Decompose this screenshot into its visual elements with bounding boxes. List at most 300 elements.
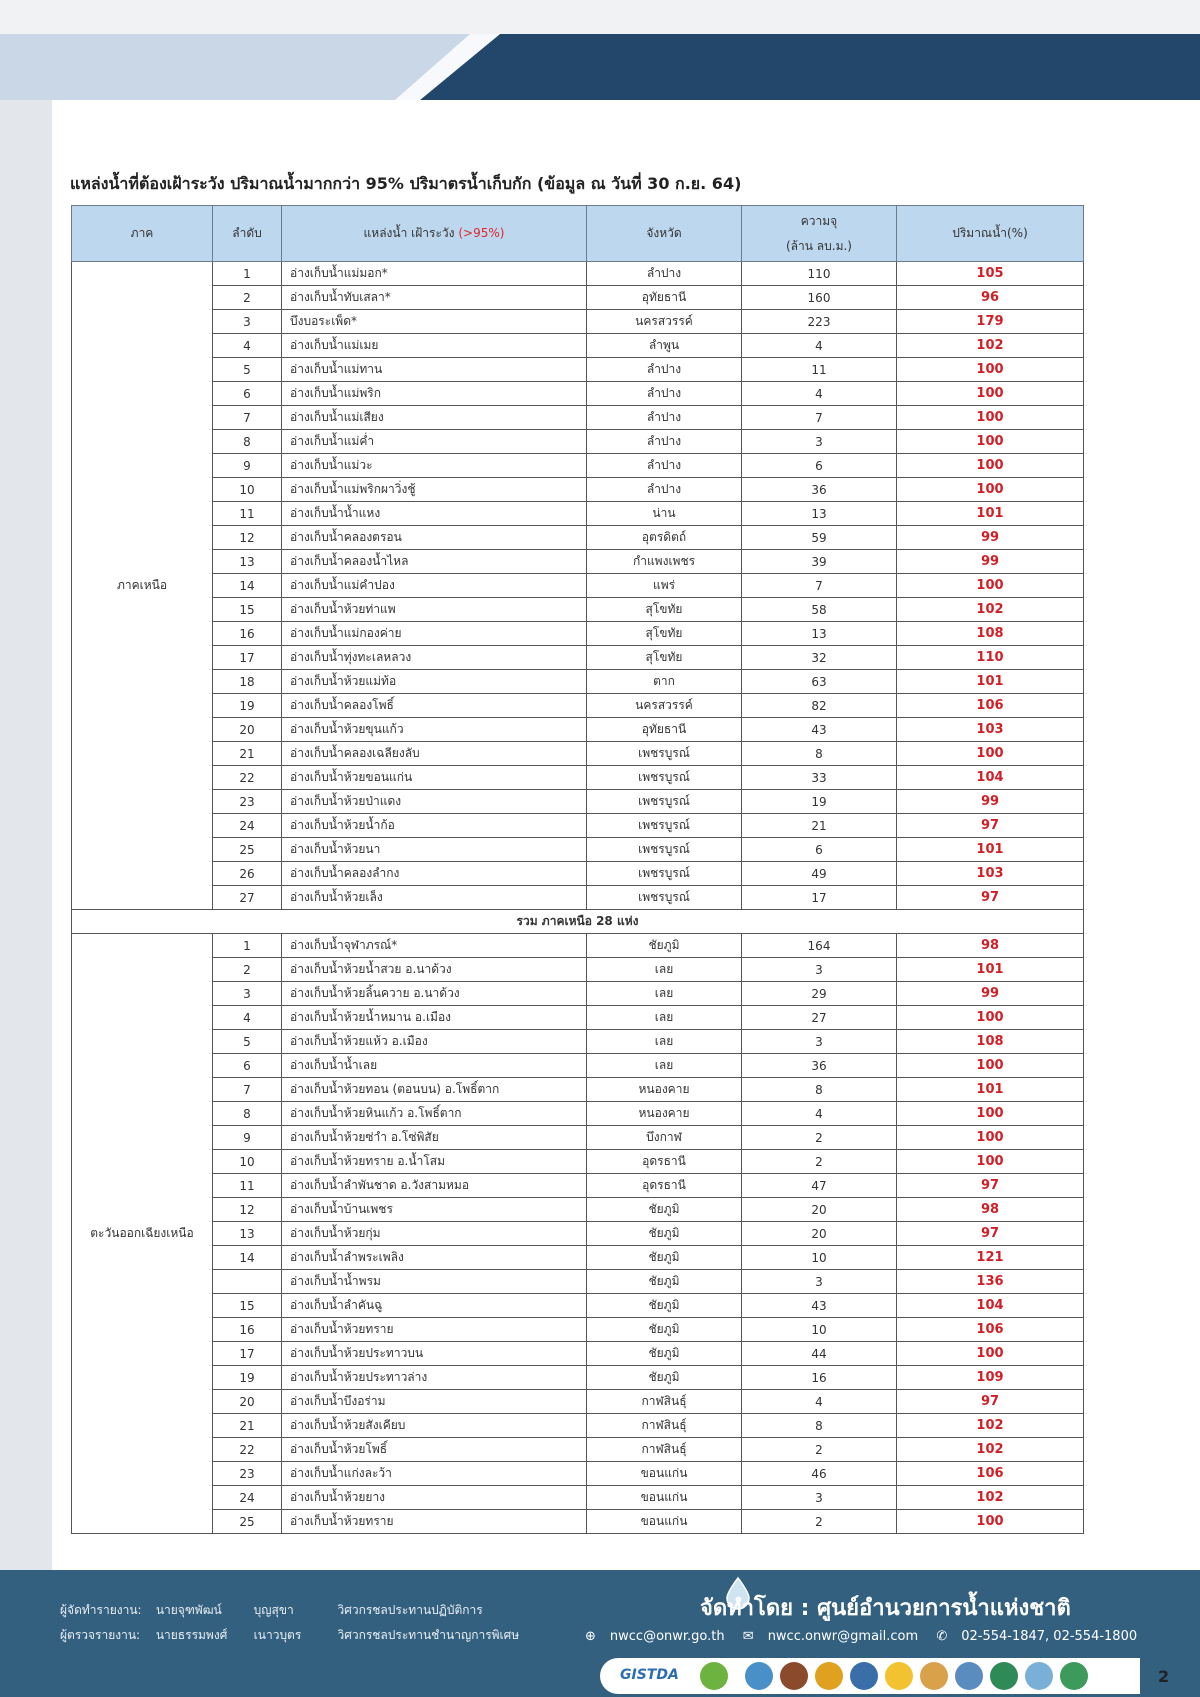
province-cell: ชัยภูมิ xyxy=(587,934,742,958)
row-number-cell: 22 xyxy=(213,766,282,790)
page-number: 2 xyxy=(1158,1667,1170,1686)
province-cell: เลย xyxy=(587,1054,742,1078)
province-cell: ชัยภูมิ xyxy=(587,1318,742,1342)
table-row xyxy=(72,262,1084,286)
percent-cell: 179 xyxy=(897,310,1084,334)
percent-cell: 100 xyxy=(897,1150,1084,1174)
reservoir-name-cell: อ่างเก็บน้ำห้วยน้ำหมาน อ.เมือง xyxy=(282,1006,587,1030)
province-cell: ลำปาง xyxy=(587,382,742,406)
table-row xyxy=(72,358,1084,382)
capacity-cell: 16 xyxy=(742,1366,897,1390)
capacity-cell: 21 xyxy=(742,814,897,838)
percent-cell: 100 xyxy=(897,406,1084,430)
table-row xyxy=(72,1102,1084,1126)
province-cell: เลย xyxy=(587,1030,742,1054)
capacity-cell: 10 xyxy=(742,1246,897,1270)
capacity-cell: 3 xyxy=(742,1030,897,1054)
province-cell: ลำปาง xyxy=(587,262,742,286)
reservoir-name-cell: อ่างเก็บน้ำห้วยลิ้นควาย อ.นาด้วง xyxy=(282,982,587,1006)
capacity-cell: 3 xyxy=(742,1270,897,1294)
province-cell: อุดรธานี xyxy=(587,1150,742,1174)
table-row xyxy=(72,1390,1084,1414)
header-region: ภาค xyxy=(72,206,213,262)
percent-cell: 101 xyxy=(897,670,1084,694)
row-number-cell: 18 xyxy=(213,670,282,694)
province-cell: ลำปาง xyxy=(587,430,742,454)
capacity-cell: 59 xyxy=(742,526,897,550)
percent-cell: 136 xyxy=(897,1270,1084,1294)
reservoir-name-cell: อ่างเก็บน้ำลำคันฉู xyxy=(282,1294,587,1318)
capacity-cell: 82 xyxy=(742,694,897,718)
capacity-cell: 11 xyxy=(742,358,897,382)
capacity-cell: 6 xyxy=(742,838,897,862)
row-number-cell: 9 xyxy=(213,454,282,478)
royal-logo-icon xyxy=(885,1662,913,1690)
capacity-cell: 43 xyxy=(742,1294,897,1318)
row-number-cell: 7 xyxy=(213,406,282,430)
percent-cell: 108 xyxy=(897,1030,1084,1054)
percent-cell: 100 xyxy=(897,454,1084,478)
table-row xyxy=(72,382,1084,406)
row-number-cell: 12 xyxy=(213,526,282,550)
footer-contact xyxy=(585,1629,1151,1644)
region-cell: ตะวันออกเฉียงเหนือ xyxy=(72,934,213,1534)
percent-cell: 100 xyxy=(897,1006,1084,1030)
row-number-cell: 24 xyxy=(213,814,282,838)
table-row xyxy=(72,862,1084,886)
province-cell: สุโขทัย xyxy=(587,622,742,646)
percent-cell: 103 xyxy=(897,862,1084,886)
table-row xyxy=(72,286,1084,310)
percent-cell: 101 xyxy=(897,502,1084,526)
percent-cell: 100 xyxy=(897,742,1084,766)
province-cell: ลำปาง xyxy=(587,478,742,502)
capacity-cell: 160 xyxy=(742,286,897,310)
reservoir-name-cell: อ่างเก็บน้ำคลองเฉลียงลับ xyxy=(282,742,587,766)
summary-row xyxy=(72,910,1084,934)
table-row xyxy=(72,430,1084,454)
reservoir-name-cell: อ่างเก็บน้ำแม่วะ xyxy=(282,454,587,478)
phone-icon: ✆ xyxy=(936,1629,948,1644)
capacity-cell: 32 xyxy=(742,646,897,670)
left-gutter xyxy=(0,100,52,1570)
province-cell: แพร่ xyxy=(587,574,742,598)
header-dark-wedge xyxy=(0,0,1200,100)
row-number-cell: 11 xyxy=(213,1174,282,1198)
percent-cell: 104 xyxy=(897,766,1084,790)
reservoir-name-cell: อ่างเก็บน้ำห้วยน้ำสวย อ.นาด้วง xyxy=(282,958,587,982)
province-cell: อุทัยธานี xyxy=(587,286,742,310)
water-logo-icon xyxy=(955,1662,983,1690)
page-header-band xyxy=(0,0,1200,100)
reservoir-name-cell: อ่างเก็บน้ำห้วยทราย อ.น้ำโสม xyxy=(282,1150,587,1174)
province-cell: อุทัยธานี xyxy=(587,718,742,742)
table-row xyxy=(72,550,1084,574)
reservoir-name-cell: อ่างเก็บน้ำห้วยทราย xyxy=(282,1510,587,1534)
header-name xyxy=(282,206,587,262)
table-row xyxy=(72,694,1084,718)
percent-cell: 109 xyxy=(897,1366,1084,1390)
row-number-cell xyxy=(213,1270,282,1294)
capacity-cell: 8 xyxy=(742,1078,897,1102)
province-cell: เลย xyxy=(587,1006,742,1030)
percent-cell: 96 xyxy=(897,286,1084,310)
capacity-cell: 8 xyxy=(742,742,897,766)
percent-cell: 97 xyxy=(897,1174,1084,1198)
reservoir-name-cell: อ่างเก็บน้ำแม่ทาน xyxy=(282,358,587,382)
reservoir-table xyxy=(71,205,1084,1534)
province-cell: อุตรดิตถ์ xyxy=(587,526,742,550)
table-row xyxy=(72,1198,1084,1222)
table-row xyxy=(72,334,1084,358)
capacity-cell: 2 xyxy=(742,1510,897,1534)
row-number-cell: 12 xyxy=(213,1198,282,1222)
reservoir-name-cell: อ่างเก็บน้ำห้วยเล็ง xyxy=(282,886,587,910)
table-row xyxy=(72,838,1084,862)
capacity-cell: 2 xyxy=(742,1438,897,1462)
reservoir-name-cell: อ่างเก็บน้ำทับเสลา* xyxy=(282,286,587,310)
table-row xyxy=(72,742,1084,766)
row-number-cell: 23 xyxy=(213,790,282,814)
capacity-cell: 27 xyxy=(742,1006,897,1030)
province-cell: กาฬสินธุ์ xyxy=(587,1438,742,1462)
reservoir-name-cell: อ่างเก็บน้ำบึงอร่าม xyxy=(282,1390,587,1414)
province-cell: ลำปาง xyxy=(587,454,742,478)
seal-logo-icon xyxy=(1025,1662,1053,1690)
table-row xyxy=(72,1174,1084,1198)
capacity-cell: 39 xyxy=(742,550,897,574)
percent-cell: 110 xyxy=(897,646,1084,670)
reservoir-name-cell: อ่างเก็บน้ำห้วยขุนแก้ว xyxy=(282,718,587,742)
province-cell: ชัยภูมิ xyxy=(587,1270,742,1294)
footer-org-label: จัดทำโดย : ศูนย์อำนวยการน้ำแห่งชาติ xyxy=(700,1596,1071,1621)
table-row xyxy=(72,502,1084,526)
reservoir-name-cell: อ่างเก็บน้ำห้วยทราย xyxy=(282,1318,587,1342)
table-row xyxy=(72,718,1084,742)
row-number-cell: 2 xyxy=(213,958,282,982)
table-row xyxy=(72,1438,1084,1462)
row-number-cell: 20 xyxy=(213,1390,282,1414)
table-row xyxy=(72,1342,1084,1366)
reservoir-name-cell: อ่างเก็บน้ำคลองน้ำไหล xyxy=(282,550,587,574)
province-cell: กาฬสินธุ์ xyxy=(587,1390,742,1414)
capacity-cell: 164 xyxy=(742,934,897,958)
row-number-cell: 7 xyxy=(213,1078,282,1102)
percent-cell: 102 xyxy=(897,334,1084,358)
checker-title: วิศวกรชลประทานชำนาญการพิเศษ xyxy=(337,1628,520,1642)
province-cell: ลำปาง xyxy=(587,406,742,430)
capacity-cell: 36 xyxy=(742,1054,897,1078)
province-cell: บึงกาฬ xyxy=(587,1126,742,1150)
province-cell: สุโขทัย xyxy=(587,598,742,622)
reservoir-name-cell: อ่างเก็บน้ำห้วยกุ่ม xyxy=(282,1222,587,1246)
reservoir-name-cell: อ่างเก็บน้ำห้วยหินแก้ว อ.โพธิ์ตาก xyxy=(282,1102,587,1126)
table-row xyxy=(72,310,1084,334)
reservoir-name-cell: อ่างเก็บน้ำห้วยป่าแดง xyxy=(282,790,587,814)
reservoir-name-cell: อ่างเก็บน้ำลำพระเพลิง xyxy=(282,1246,587,1270)
table-row xyxy=(72,1078,1084,1102)
percent-cell: 103 xyxy=(897,718,1084,742)
capacity-cell: 63 xyxy=(742,670,897,694)
percent-cell: 98 xyxy=(897,1198,1084,1222)
capacity-cell: 4 xyxy=(742,1102,897,1126)
table-row xyxy=(72,1222,1084,1246)
province-cell: หนองคาย xyxy=(587,1102,742,1126)
row-number-cell: 23 xyxy=(213,1462,282,1486)
globe-icon: ⊕ xyxy=(585,1629,596,1644)
capacity-cell: 4 xyxy=(742,382,897,406)
table-row xyxy=(72,1126,1084,1150)
percent-cell: 105 xyxy=(897,262,1084,286)
table-row xyxy=(72,1030,1084,1054)
percent-cell: 97 xyxy=(897,886,1084,910)
percent-cell: 100 xyxy=(897,1510,1084,1534)
province-cell: ตาก xyxy=(587,670,742,694)
reservoir-name-cell: อ่างเก็บน้ำน้ำเลย xyxy=(282,1054,587,1078)
row-number-cell: 26 xyxy=(213,862,282,886)
reservoir-name-cell: อ่างเก็บน้ำแม่พริก xyxy=(282,382,587,406)
row-number-cell: 6 xyxy=(213,1054,282,1078)
row-number-cell: 13 xyxy=(213,1222,282,1246)
reservoir-name-cell: บึงบอระเพ็ด* xyxy=(282,310,587,334)
percent-cell: 97 xyxy=(897,1390,1084,1414)
row-number-cell: 4 xyxy=(213,334,282,358)
reservoir-name-cell: อ่างเก็บน้ำห้วยแห้ว อ.เมือง xyxy=(282,1030,587,1054)
reservoir-name-cell: อ่างเก็บน้ำคลองลำกง xyxy=(282,862,587,886)
province-cell: ชัยภูมิ xyxy=(587,1342,742,1366)
capacity-cell: 3 xyxy=(742,430,897,454)
capacity-cell: 10 xyxy=(742,1318,897,1342)
reservoir-name-cell: อ่างเก็บน้ำจุฬาภรณ์* xyxy=(282,934,587,958)
page-title: แหล่งน้ำที่ต้องเฝ้าระวัง ปริมาณน้ำมากกว่า 95% ปริมาตรน้ำเก็บกัก (ข้อมูล ณ วันที่ 30 ก.ย. 64) xyxy=(70,174,742,193)
table-row xyxy=(72,1246,1084,1270)
percent-cell: 100 xyxy=(897,382,1084,406)
table-row xyxy=(72,1054,1084,1078)
percent-cell: 102 xyxy=(897,1438,1084,1462)
percent-cell: 97 xyxy=(897,1222,1084,1246)
capacity-cell: 36 xyxy=(742,478,897,502)
reservoir-name-cell: อ่างเก็บน้ำลำพันชาด อ.วังสามหมอ xyxy=(282,1174,587,1198)
reservoir-name-cell: อ่างเก็บน้ำบ้านเพชร xyxy=(282,1198,587,1222)
province-cell: ขอนแก่น xyxy=(587,1486,742,1510)
table-row xyxy=(72,646,1084,670)
percent-cell: 99 xyxy=(897,526,1084,550)
department-logo-icon xyxy=(850,1662,878,1690)
province-cell: สุโขทัย xyxy=(587,646,742,670)
percent-cell: 97 xyxy=(897,814,1084,838)
table-row xyxy=(72,1294,1084,1318)
table-body xyxy=(72,262,1084,1534)
capacity-cell: 6 xyxy=(742,454,897,478)
table-row xyxy=(72,526,1084,550)
percent-cell: 101 xyxy=(897,958,1084,982)
row-number-cell: 5 xyxy=(213,1030,282,1054)
reservoir-name-cell: อ่างเก็บน้ำแม่เมย xyxy=(282,334,587,358)
row-number-cell: 8 xyxy=(213,1102,282,1126)
province-cell: ขอนแก่น xyxy=(587,1462,742,1486)
footer-phone: 02-554-1847, 02-554-1800 xyxy=(961,1629,1138,1644)
row-number-cell: 13 xyxy=(213,550,282,574)
capacity-cell: 29 xyxy=(742,982,897,1006)
reservoir-name-cell: อ่างเก็บน้ำแม่คำปอง xyxy=(282,574,587,598)
agency-logo-icon xyxy=(745,1662,773,1690)
reservoir-name-cell: อ่างเก็บน้ำแม่มอก* xyxy=(282,262,587,286)
leaf-logo-icon xyxy=(700,1662,728,1690)
footer-website: nwcc@onwr.go.th xyxy=(609,1629,725,1644)
province-cell: เพชรบูรณ์ xyxy=(587,886,742,910)
row-number-cell: 14 xyxy=(213,1246,282,1270)
table-row xyxy=(72,406,1084,430)
reservoir-name-cell: อ่างเก็บน้ำห้วยขอนแก่น xyxy=(282,766,587,790)
row-number-cell: 5 xyxy=(213,358,282,382)
reservoir-name-cell: อ่างเก็บน้ำห้วยแม่ท้อ xyxy=(282,670,587,694)
province-cell: ลำปาง xyxy=(587,358,742,382)
province-cell: หนองคาย xyxy=(587,1078,742,1102)
province-cell: ชัยภูมิ xyxy=(587,1366,742,1390)
reservoir-name-cell: อ่างเก็บน้ำห้วยท่าแพ xyxy=(282,598,587,622)
table-row xyxy=(72,1270,1084,1294)
capacity-cell: 223 xyxy=(742,310,897,334)
checker-label: ผู้ตรวจรายงาน: xyxy=(60,1628,141,1642)
row-number-cell: 16 xyxy=(213,1318,282,1342)
reservoir-name-cell: อ่างเก็บน้ำห้วยโพธิ์ xyxy=(282,1438,587,1462)
capacity-cell: 20 xyxy=(742,1222,897,1246)
table-row xyxy=(72,1462,1084,1486)
province-cell: เลย xyxy=(587,958,742,982)
capacity-cell: 7 xyxy=(742,574,897,598)
capacity-cell: 17 xyxy=(742,886,897,910)
capacity-cell: 49 xyxy=(742,862,897,886)
row-number-cell: 27 xyxy=(213,886,282,910)
percent-cell: 102 xyxy=(897,1486,1084,1510)
table-row xyxy=(72,982,1084,1006)
capacity-cell: 58 xyxy=(742,598,897,622)
reservoir-name-cell: อ่างเก็บน้ำแม่พริกผาวิ่งชู้ xyxy=(282,478,587,502)
green-seal-logo-icon xyxy=(1060,1662,1088,1690)
row-number-cell: 25 xyxy=(213,1510,282,1534)
row-number-cell: 1 xyxy=(213,262,282,286)
table-row xyxy=(72,598,1084,622)
capacity-cell: 47 xyxy=(742,1174,897,1198)
province-cell: กาฬสินธุ์ xyxy=(587,1414,742,1438)
table-row xyxy=(72,1006,1084,1030)
table-row xyxy=(72,886,1084,910)
table-row xyxy=(72,766,1084,790)
reservoir-name-cell: อ่างเก็บน้ำน้ำพรม xyxy=(282,1270,587,1294)
reservoir-name-cell: อ่างเก็บน้ำห้วยประทาวล่าง xyxy=(282,1366,587,1390)
reservoir-name-cell: อ่างเก็บน้ำห้วยประทาวบน xyxy=(282,1342,587,1366)
capacity-cell: 4 xyxy=(742,334,897,358)
reservoir-name-cell: อ่างเก็บน้ำคลองโพธิ์ xyxy=(282,694,587,718)
row-number-cell: 1 xyxy=(213,934,282,958)
row-number-cell: 17 xyxy=(213,1342,282,1366)
capacity-cell: 3 xyxy=(742,958,897,982)
region-cell: ภาคเหนือ xyxy=(72,262,213,910)
province-cell: ชัยภูมิ xyxy=(587,1222,742,1246)
row-number-cell: 21 xyxy=(213,742,282,766)
row-number-cell: 6 xyxy=(213,382,282,406)
row-number-cell: 16 xyxy=(213,622,282,646)
table-row xyxy=(72,1486,1084,1510)
capacity-cell: 33 xyxy=(742,766,897,790)
table-row xyxy=(72,1414,1084,1438)
footer-reporter xyxy=(60,1601,483,1620)
percent-cell: 102 xyxy=(897,598,1084,622)
emblem-logo-icon xyxy=(815,1662,843,1690)
mail-icon: ✉ xyxy=(742,1629,754,1644)
header-percent: ปริมาณน้ำ(%) xyxy=(897,206,1084,262)
capacity-cell: 20 xyxy=(742,1198,897,1222)
ministry-logo-icon xyxy=(990,1662,1018,1690)
row-number-cell: 19 xyxy=(213,694,282,718)
capacity-cell: 43 xyxy=(742,718,897,742)
table-row xyxy=(72,454,1084,478)
row-number-cell: 19 xyxy=(213,1366,282,1390)
percent-cell: 100 xyxy=(897,1126,1084,1150)
percent-cell: 99 xyxy=(897,790,1084,814)
province-cell: ชัยภูมิ xyxy=(587,1246,742,1270)
table-row xyxy=(72,1150,1084,1174)
percent-cell: 100 xyxy=(897,358,1084,382)
table-row xyxy=(72,1510,1084,1534)
reservoir-name-cell: อ่างเก็บน้ำห้วยนา xyxy=(282,838,587,862)
capacity-cell: 13 xyxy=(742,502,897,526)
capacity-cell: 110 xyxy=(742,262,897,286)
percent-cell: 101 xyxy=(897,1078,1084,1102)
reservoir-name-cell: อ่างเก็บน้ำห้วยน้ำก้อ xyxy=(282,814,587,838)
capacity-cell: 19 xyxy=(742,790,897,814)
row-number-cell: 3 xyxy=(213,982,282,1006)
percent-cell: 100 xyxy=(897,430,1084,454)
province-cell: ชัยภูมิ xyxy=(587,1294,742,1318)
table-row xyxy=(72,814,1084,838)
table-row xyxy=(72,1366,1084,1390)
province-cell: เพชรบูรณ์ xyxy=(587,766,742,790)
header-province: จังหวัด xyxy=(587,206,742,262)
partner-logos-strip xyxy=(600,1658,1140,1694)
province-cell: เพชรบูรณ์ xyxy=(587,862,742,886)
reservoir-name-cell: อ่างเก็บน้ำห้วยซ่าำ อ.โซ่พิสัย xyxy=(282,1126,587,1150)
reservoir-name-cell: อ่างเก็บน้ำแม่เสียง xyxy=(282,406,587,430)
capacity-cell: 13 xyxy=(742,622,897,646)
gistda-logo: GISTDA xyxy=(620,1667,679,1683)
capacity-cell: 3 xyxy=(742,1486,897,1510)
row-number-cell: 22 xyxy=(213,1438,282,1462)
percent-cell: 100 xyxy=(897,574,1084,598)
reservoir-name-cell: อ่างเก็บน้ำห้วยสังเคียบ xyxy=(282,1414,587,1438)
reporter-label: ผู้จัดทำรายงาน: xyxy=(60,1603,142,1617)
capacity-cell: 7 xyxy=(742,406,897,430)
percent-cell: 100 xyxy=(897,478,1084,502)
capacity-cell: 46 xyxy=(742,1462,897,1486)
row-number-cell: 11 xyxy=(213,502,282,526)
reservoir-name-cell: อ่างเก็บน้ำทุ่งทะเลหลวง xyxy=(282,646,587,670)
row-number-cell: 15 xyxy=(213,1294,282,1318)
province-cell: อุดรธานี xyxy=(587,1174,742,1198)
header-no: ลำดับ xyxy=(213,206,282,262)
row-number-cell: 4 xyxy=(213,1006,282,1030)
percent-cell: 100 xyxy=(897,1054,1084,1078)
page-footer xyxy=(0,1570,1200,1697)
percent-cell: 99 xyxy=(897,982,1084,1006)
province-cell: เพชรบูรณ์ xyxy=(587,838,742,862)
row-number-cell: 24 xyxy=(213,1486,282,1510)
header-name-highlight: (>95%) xyxy=(458,226,505,240)
row-number-cell: 15 xyxy=(213,598,282,622)
province-cell: เพชรบูรณ์ xyxy=(587,814,742,838)
province-cell: กำแพงเพชร xyxy=(587,550,742,574)
percent-cell: 100 xyxy=(897,1102,1084,1126)
